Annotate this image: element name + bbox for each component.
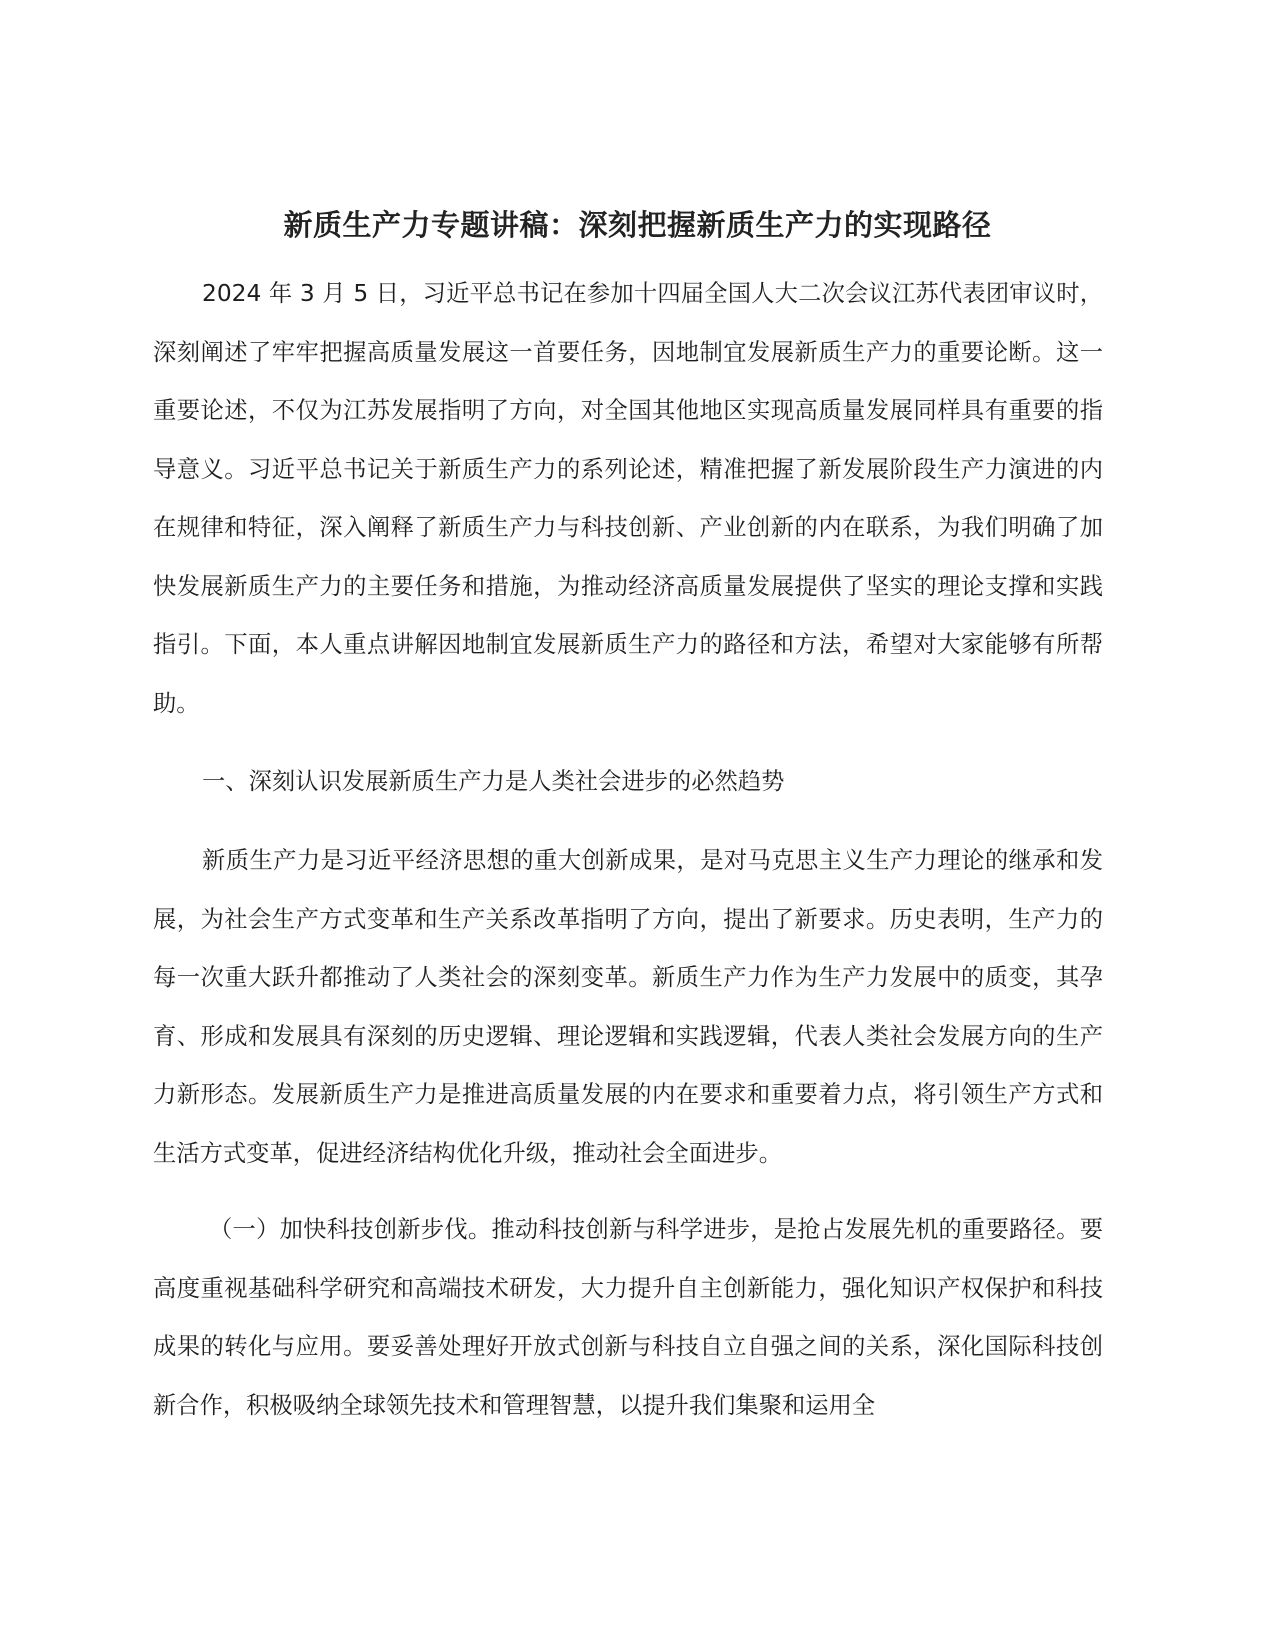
- document-title: 新质生产力专题讲稿：深刻把握新质生产力的实现路径: [283, 208, 992, 243]
- subsection-paragraph: （一）加快科技创新步伐。推动科技创新与科学进步，是抢占发展先机的重要路径。要高度重视基础科学研究和高端技术研发，大力提升自主创新能力，强化知识产权保护和科技成果的转化与应用。要妥善处理好开放式创新与科技自立自强之间的关系，深化国际科技创新合作，积极吸纳全球领先技术和管理智慧，以提升我们集聚和运用全: [153, 1216, 1103, 1419]
- section-paragraph: 新质生产力是习近平经济思想的重大创新成果，是对马克思主义生产力理论的继承和发展，为社会生产方式变革和生产关系改革指明了方向，提出了新要求。历史表明，生产力的每一次重大跃升都推动了人类社会的深刻变革。新质生产力作为生产力发展中的质变，其孕育、形成和发展具有深刻的历史逻辑、理论逻辑和实践逻辑，代表人类社会发展方向的生产力新形态。发展新质生产力是推进高质量发展的内在要求和重要着力点，将引领生产方式和生活方式变革，促进经济结构优化升级，推动社会全面进步。: [153, 847, 1103, 1167]
- intro-paragraph: 2024 年 3 月 5 日，习近平总书记在参加十四届全国人大二次会议江苏代表团审议时，深刻阐述了牢牢把握高质量发展这一首要任务，因地制宜发展新质生产力的重要论断。这一重要论述，不仅为江苏发展指明了方向，对全国其他地区实现高质量发展同样具有重要的指导意义。习近平总书记关于新质生产力的系列论述，精准把握了新发展阶段生产力演进的内在规律和特征，深入阐释了新质生产力与科技创新、产业创新的内在联系，为我们明确了加快发展新质生产力的主要任务和措施，为推动经济高质量发展提供了坚实的理论支撑和实践指引。下面，本人重点讲解因地制宜发展新质生产力的路径和方法，希望对大家能够有所帮助。: [153, 280, 1103, 717]
- section-heading: 一、深刻认识发展新质生产力是人类社会进步的必然趋势: [202, 768, 785, 795]
